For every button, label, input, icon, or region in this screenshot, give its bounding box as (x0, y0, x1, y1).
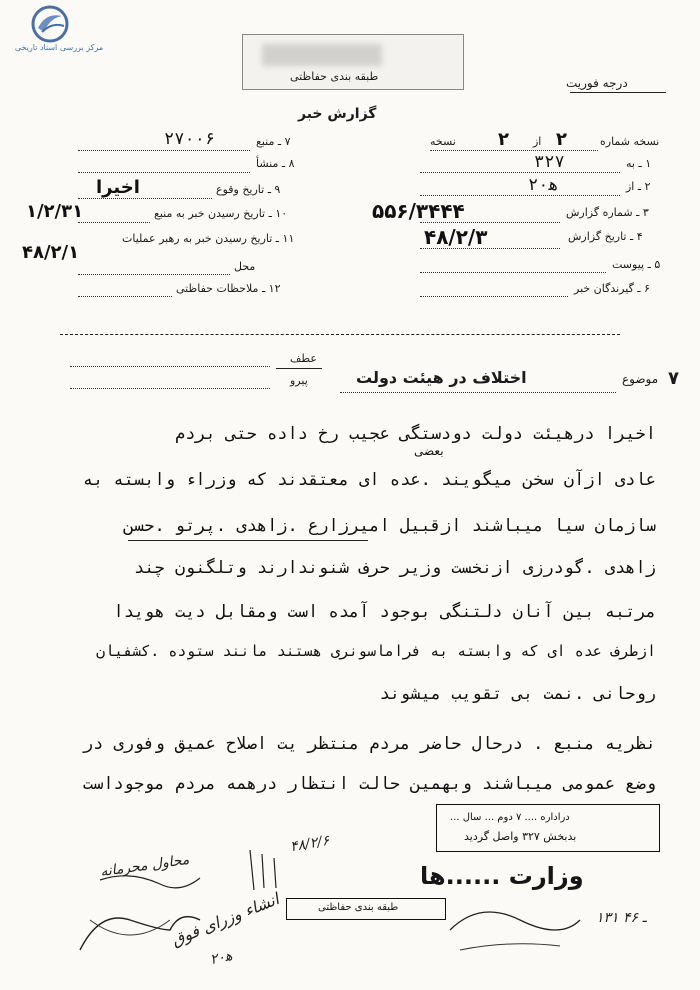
field-4-value: ۴۸/۲/۳ (424, 225, 488, 249)
field-2-value: ۲۰ه‍ (528, 175, 559, 195)
classification-stamp: طبقه بندی حفاظتی (290, 70, 379, 83)
priority-line (570, 92, 666, 93)
field-4-label: ۴ ـ تاریخ گزارش (568, 230, 643, 243)
priority-label: درجه فوریت (566, 76, 628, 90)
handwritten-note-5: ۲۰ه‍ (208, 947, 234, 969)
bottom-stamp: طبقه بندی حفاظتی (318, 902, 399, 913)
place-label: محل (234, 260, 256, 273)
section-divider (60, 334, 620, 335)
interlinear-note: بعضی (414, 444, 444, 458)
field-2-label: ۲ ـ از (626, 180, 651, 193)
reference-label: عطف (290, 352, 317, 365)
field-9-value: اخیرا (96, 177, 140, 198)
handwritten-note-3: انشاء وزرای فوق (168, 889, 282, 950)
field-8-label: ۸ ـ منشأ (256, 157, 295, 170)
follow-up-label: پیرو (290, 374, 308, 387)
copy-total-value: ۲ (498, 129, 509, 150)
body-line-5: مرتبه بین آنان دلتنگی بوجود آمده است ومقابل دیت هویدا (113, 602, 656, 622)
copy-of-label: از (533, 135, 542, 148)
field-1-label: ۱ ـ به (626, 157, 652, 170)
field-10-value: ۱/۲/۳۱ (26, 201, 84, 222)
subject-value: اختلاف در هیئت دولت (356, 368, 527, 387)
field-7-value: ۲۷۰۰۶ (164, 129, 216, 149)
field-3-value: ۵۵۶/۳۴۴۴ (372, 199, 465, 223)
field-3-label: ۳ ـ شماره گزارش (566, 206, 649, 219)
field-7-label: ۷ ـ منبع (256, 135, 291, 148)
body-line-8: نظریه منبع . درحال حاضر مردم منتظر یت اصلاح عمیق وفوری در (82, 734, 656, 754)
stamp-smudge (262, 44, 382, 66)
ministry-stamp: وزارت ......ها (420, 862, 584, 890)
signature-scribble (60, 840, 320, 980)
body-line-3: سازمان سیا میباشند ازقبیل امیرزارع .زاهدی .پرتو .حسن (123, 516, 656, 536)
handwritten-note-2: محاول محرمانه (99, 851, 191, 881)
field-9-label: ۹ ـ تاریخ وقوع (216, 183, 281, 196)
field-5-label: ۵ ـ پیوست (612, 258, 661, 271)
handwritten-note-4: ۴۸/۲/۶ (288, 832, 331, 856)
subject-label: موضوع (622, 372, 659, 386)
copy-suffix-label: نسخه (430, 135, 456, 148)
page-title: گزارش خبر (298, 106, 377, 122)
field-11-label: ۱۱ ـ تاریخ رسیدن خبر به رهبر عملیات (122, 232, 295, 245)
field-11-value: ۴۸/۲/۱ (22, 242, 80, 263)
handwritten-note-1: ۱۳۱ ـ ۴۶ (596, 910, 647, 926)
copy-number-label: نسخه شماره (600, 135, 660, 148)
watermark-text: مرکز بررسی اسناد تاریخی (14, 43, 104, 52)
registry-stamp-line-2: بدبخش ۳۲۷ واصل گردید (464, 830, 577, 843)
subject-number: ۷ (668, 368, 679, 389)
field-1-value: ۳۲۷ (534, 152, 565, 172)
body-line-9: وضع عمومی میباشند وبهمین حالت انتظار درهمه مردم موجوداست (82, 774, 656, 794)
copy-number-value: ۲ (556, 129, 567, 150)
body-line-2: عادی ازآن سخن میگویند .عده ای معتقدند که وزراء وابسته به (82, 470, 656, 490)
body-line-6: ازطرف عده ای که وابسته به فراماسونری هستند مانند ستوده .کشفیان (96, 642, 656, 660)
archive-logo-icon (28, 4, 72, 44)
body-line-1: اخیرا درهیئت دولت دودستگی عجیب رخ داده حتی بردم (174, 424, 656, 444)
body-line-7: روحانی .نمت بی تقویب میشوند (379, 684, 656, 704)
field-6-label: ۶ ـ گیرندگان خبر (574, 282, 650, 295)
registry-stamp-line-1: دراداره .... ۷ دوم ... سال ... (450, 812, 570, 823)
signature-scribble-right (440, 880, 640, 960)
field-10-label: ۱۰ ـ تاریخ رسیدن خبر به منبع (154, 207, 288, 220)
body-line-4: زاهدی .گودرزی ازنخست وزیر حرف شنوندارند وتلگنون چند (134, 558, 656, 578)
field-12-label: ۱۲ ـ ملاحظات حفاظتی (176, 282, 281, 295)
